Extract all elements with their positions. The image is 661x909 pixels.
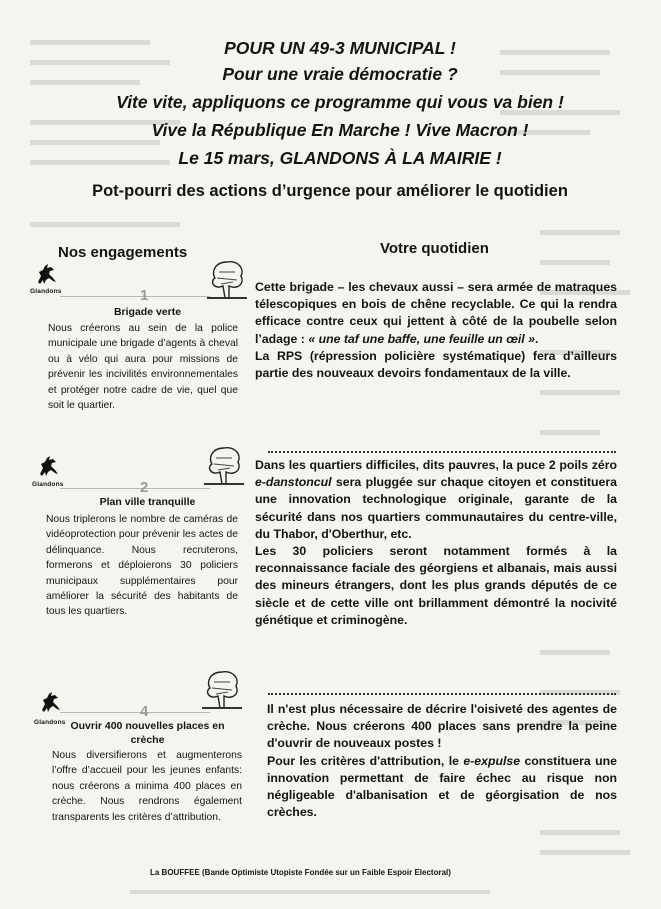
text-run: sera pluggée sur chaque citoyen et constituera une innovation technologique originale, garante de la sécurité dans nos quartiers communautaires du centre-ville, du Thabor, d'Oberthur, etc.: [255, 475, 617, 541]
item-body: Nous diversifierons et augmenterons l’offre d’accueil pour les jeunes enfants: nous créerons a minima 400 places en crèche. Nous rendrons également transparents les critères d’attribution.: [52, 750, 242, 823]
text-run-italic: « une taf une baffe, une feuille un œil »: [308, 331, 535, 346]
text-run: .: [534, 331, 539, 346]
divider: [60, 488, 210, 489]
divider: [60, 296, 210, 297]
tree-illustration-icon: [202, 444, 246, 488]
logo-label: Glandons: [34, 719, 66, 726]
quotidien-paragraph-1: [255, 279, 617, 382]
item-body: Nous triplerons le nombre de caméras de vidéoprotection pour prévenir les actes de délinquance. Nous recruterons, formerons et déploierons 30 policiers municipaux supplémentaires pour améliorer la sécurité des habitants de tous les quartiers.: [46, 514, 238, 618]
column-header-quotidien: Votre quotidien: [380, 240, 489, 257]
text-run-italic: e-danstoncul: [255, 475, 332, 490]
divider: [60, 712, 210, 713]
column-header-engagements: Nos engagements: [58, 244, 188, 261]
dotted-separator: [268, 693, 616, 695]
item-body: Nous créerons au sein de la police municipale une brigade d’agents à cheval ou à vélo qui aura pour missions de prévenir les incivilités environnementales et protéger notre cadre de vie, quel que soit le quartier.: [48, 323, 238, 412]
prancing-horse-logo-icon: [38, 690, 64, 714]
text-run: La RPS (répression policière systématique) fera d’ailleurs partie des nouveaux devoirs fondamentaux de la ville.: [255, 348, 617, 381]
text-run-italic: e-expulse: [463, 753, 521, 768]
subtitle: Pot-pourri des actions d’urgence pour améliorer le quotidien: [92, 182, 568, 200]
footer-signature: La BOUFFEE (Bande Optimiste Utopiste Fondée sur un Faible Espoir Electoral): [150, 868, 451, 877]
headline-2: Pour une vraie démocratie ?: [222, 64, 458, 84]
item-title: Ouvrir 400 nouvelles places en crèche: [70, 720, 225, 746]
text-run: Pour les critères d'attribution, le: [267, 753, 464, 768]
logo-label: Glandons: [30, 288, 62, 295]
tree-illustration-icon: [200, 668, 244, 712]
quotidien-paragraph-2: [255, 457, 617, 629]
prancing-horse-logo-icon: [34, 262, 60, 286]
item-number: 1: [140, 287, 149, 304]
item-number: 4: [140, 703, 149, 720]
text-run: Cette brigade – les chevaux aussi – sera armée de matraques télescopiques en bois de chêne recyclable. Ce qui la rendra efficace contre ceux qui jettent à côté de la poubelle selon l’adage :: [255, 280, 617, 346]
item-number: 2: [140, 479, 149, 496]
quotidien-paragraph-3: [267, 701, 617, 821]
headline-3: Vite vite, appliquons ce programme qui vous va bien !: [116, 92, 564, 112]
logo-label: Glandons: [32, 481, 64, 488]
item-title: Plan ville tranquille: [99, 496, 196, 508]
item-title: Brigade verte: [113, 306, 182, 318]
headline-5: Le 15 mars, GLANDONS À LA MAIRIE !: [178, 148, 502, 168]
tree-illustration-icon: [205, 258, 249, 302]
headline-1: POUR UN 49-3 MUNICIPAL !: [224, 38, 456, 58]
prancing-horse-logo-icon: [36, 454, 62, 478]
text-run: Dans les quartiers difficiles, dits pauvres, la puce 2 poils zéro: [255, 458, 617, 472]
headline-4: Vive la République En Marche ! Vive Macron !: [151, 120, 529, 140]
text-run: constituera une innovation permettant de faire échec au risque non négligeable d'albanisation et de géorgisation de nos crèches.: [267, 753, 617, 820]
dotted-separator: [268, 451, 616, 453]
text-run: Les 30 policiers seront notamment formés à la reconnaissance faciale des géorgiens et albanais, mais aussi des mineurs étrangers, dont les plus grands députés de ce siècle et de cette ville ont brillamment démontré la nocivité génétique et criminogène.: [255, 544, 617, 627]
text-run: Il n'est plus nécessaire de décrire l'oisiveté des agentes de crèche. Nous créerons 400 places sans prendre la peine d'ouvrir de nouveaux postes !: [267, 702, 617, 751]
